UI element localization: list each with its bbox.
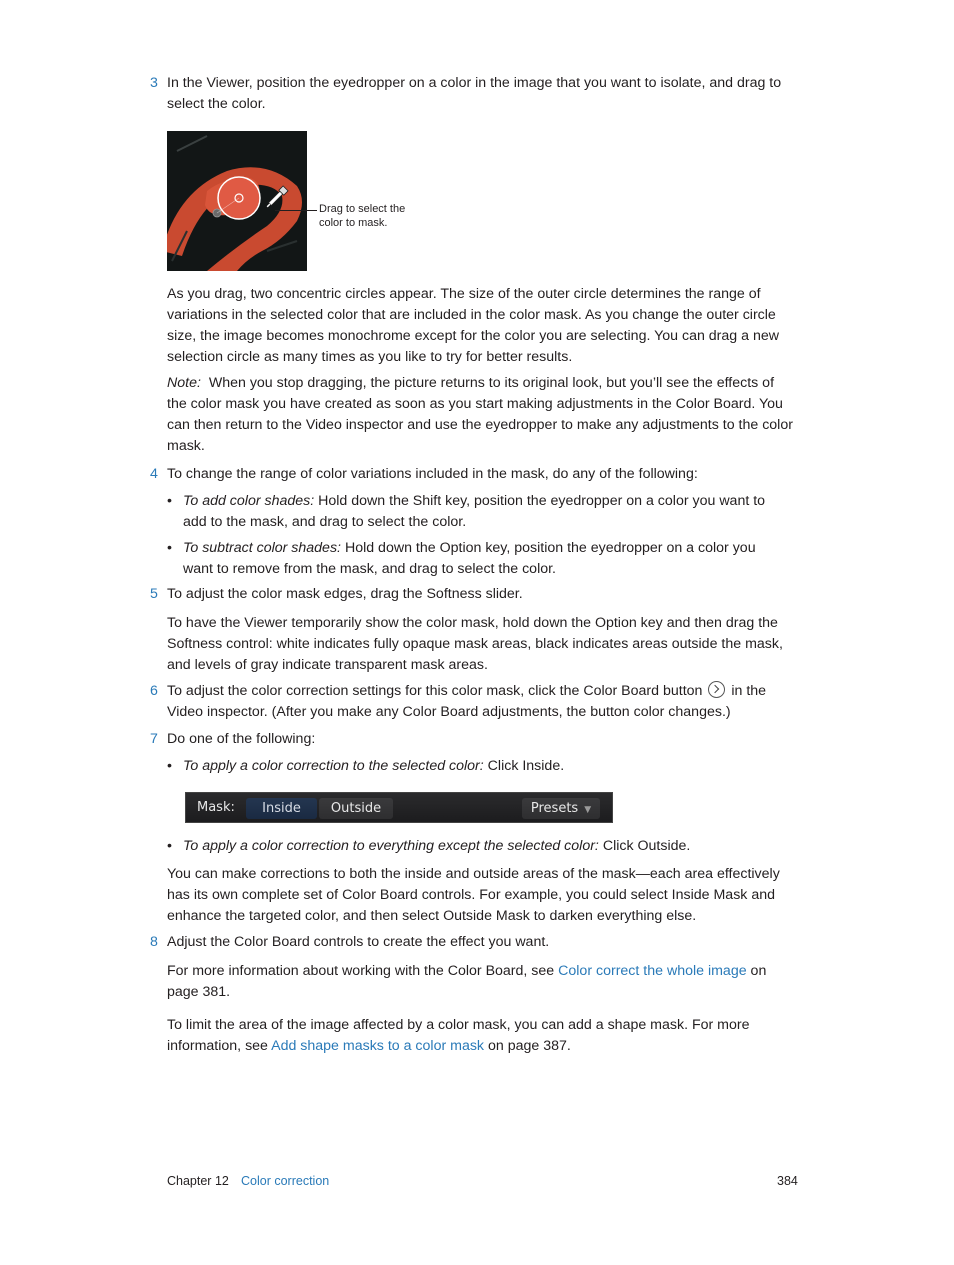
bullet-text: Click Outside. (598, 838, 691, 854)
bullet-lead: To subtract color shades: (183, 540, 341, 556)
text-b: on page 387. (484, 1038, 571, 1054)
page-number: 384 (777, 1174, 798, 1188)
viewer-image (167, 131, 307, 271)
paragraph-drag: As you drag, two concentric circles appear. The size of the outer circle determines the range of variations in the selected color that are included in the color mask. As you change the outer circle size, the image becomes monochrome except for the color you are selecting. You can drag a new selection circle as many times as you like to try for better results. (167, 286, 779, 365)
outside-button[interactable]: Outside (319, 798, 393, 819)
mask-control-bar (185, 792, 613, 823)
step-text: Do one of the following: (167, 731, 316, 747)
step-number: 5 (150, 586, 158, 602)
bullet-text: Hold down the Option key, position the eyedropper on a color you want to remove from the mask, and drag to select the color. (183, 540, 756, 577)
step-text: To adjust the color mask edges, drag the Softness slider. (167, 586, 523, 602)
note-label: Note: (167, 375, 201, 391)
presets-dropdown[interactable] (522, 798, 600, 819)
inside-button[interactable]: Inside (246, 798, 317, 819)
step-number: 3 (150, 75, 158, 91)
bullet-lead: To apply a color correction to everything except the selected color: (183, 838, 599, 854)
text-a: For more information about working with the Color Board, see (167, 963, 559, 979)
bullet-dot: • (167, 540, 172, 556)
step-text-b: in the Video inspector. (After you make any Color Board adjustments, the button color changes.) (167, 683, 767, 720)
chevron-down-icon: ▼ (584, 805, 592, 815)
step-text: To change the range of color variations included in the mask, do any of the following: (167, 466, 698, 482)
bullet-dot: • (167, 758, 172, 774)
note-paragraph (167, 373, 797, 457)
callout-line (275, 210, 317, 211)
presets-label: Presets (530, 801, 579, 816)
paragraph-softness: To have the Viewer temporarily show the color mask, hold down the Option key and then drag the Softness control: white indicates fully opaque mask areas, black indicates areas outside the mask, and levels of gray indicate transparent mask areas. (167, 615, 783, 673)
step-number: 6 (150, 683, 158, 699)
bullet-lead: To apply a color correction to the selected color: (183, 758, 484, 774)
link-color-correct-whole-image[interactable]: Color correct the whole image (558, 963, 747, 979)
text-b: on page 381. (167, 963, 767, 1000)
note-text: When you stop dragging, the picture returns to its original look, but you’ll see the effects of the color mask you have created as soon as you start making adjustments in the Color Board. You can then return to the Video inspector and use the eyedropper to make any adjustments to the color mask. (167, 375, 793, 454)
color-board-button-icon (708, 681, 725, 698)
mask-label: Mask: (197, 800, 235, 815)
step-text-a: To adjust the color correction settings for this color mask, click the Color Board button (167, 683, 703, 699)
bullet-lead: To add color shades: (183, 493, 315, 509)
text-a: To limit the area of the image affected by a color mask, you can add a shape mask. For more information, see (167, 1017, 750, 1054)
step-number: 4 (150, 466, 158, 482)
step-text: In the Viewer, position the eyedropper on a color in the image that you want to isolate, and drag to select the color. (167, 75, 782, 112)
bullet-dot: • (167, 838, 172, 854)
link-add-shape-masks[interactable]: Add shape masks to a color mask (271, 1038, 485, 1054)
paragraph-limit-area (167, 1015, 797, 1057)
paragraph-both-areas: You can make corrections to both the inside and outside areas of the mask—each area effectively has its own complete set of Color Board controls. For example, you could select Inside Mask and enhance the targeted color, and then select Outside Mask to darken everything else. (167, 866, 780, 924)
bullet-dot: • (167, 493, 172, 509)
step-number: 8 (150, 934, 158, 950)
footer-chapter: Chapter 12 (167, 1174, 229, 1188)
figure-callout: Drag to select the color to mask. (319, 203, 406, 229)
eyedropper-figure (167, 131, 307, 271)
paragraph-more-info (167, 961, 797, 1003)
step-text: Adjust the Color Board controls to create the effect you want. (167, 934, 550, 950)
footer-section-link[interactable]: Color correction (241, 1174, 330, 1188)
step-number: 7 (150, 731, 158, 747)
bullet-text: Click Inside. (483, 758, 565, 774)
bullet-text: Hold down the Shift key, position the eyedropper on a color you want to add to the mask, and drag to select the color. (183, 493, 766, 530)
